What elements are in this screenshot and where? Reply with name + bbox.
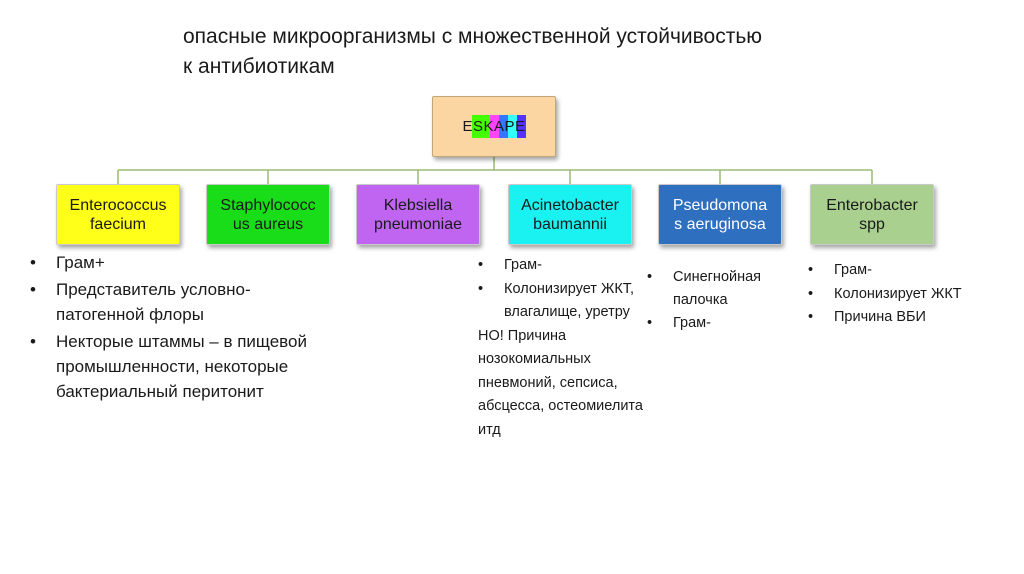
note-item: • Грам-: [808, 259, 968, 283]
title-line-2: к антибиотикам: [183, 55, 335, 78]
node-label: Acinetobacter baumannii: [521, 196, 619, 233]
notes-pseudomonas: [647, 266, 797, 335]
node-label: Klebsiella pneumoniae: [373, 196, 463, 233]
notes-enterobacter: [808, 259, 968, 330]
note-item: • Причина ВБИ: [808, 306, 968, 330]
notes-enterococcus: [30, 250, 330, 406]
node-acinetobacter: [508, 184, 632, 245]
node-label: Pseudomona s aeruginosa: [672, 196, 768, 233]
note-item: • Грам-: [647, 312, 797, 335]
node-label: Enterobacter spp: [826, 196, 918, 233]
node-enterobacter: [810, 184, 934, 245]
note-item: • Представитель условно-патогенной флоры: [30, 277, 330, 327]
note-item: • Колонизирует ЖКТ, влагалище, уретру: [478, 278, 653, 325]
node-staphylococcus: [206, 184, 330, 245]
note-item: • Колонизирует ЖКТ: [808, 283, 968, 307]
note-item: • Грам+: [30, 250, 330, 275]
root-label: [462, 117, 525, 136]
note-plain: НО! Причина нозокомиальных пневмоний, сепсиса, абсцесса, остеомиелита итд: [478, 327, 643, 438]
note-item: • Некторые штаммы – в пищевой промышленности, некоторые бактериальный перитонит: [30, 329, 330, 404]
root-node-eskape: [432, 96, 556, 157]
node-pseudomonas: [658, 184, 782, 245]
title-line-1: опасные микроорганизмы с множественной устойчивостью: [183, 25, 763, 48]
note-item: • Грам-: [478, 254, 653, 278]
node-klebsiella: [356, 184, 480, 245]
node-label: Enterococcus faecium: [69, 196, 167, 233]
note-item: • Синегнойная палочка: [647, 266, 797, 312]
node-enterococcus: [56, 184, 180, 245]
node-label: Staphylococc us aureus: [220, 196, 316, 233]
notes-acinetobacter: [478, 254, 653, 442]
root-label-text: ESKAPE: [462, 118, 526, 135]
